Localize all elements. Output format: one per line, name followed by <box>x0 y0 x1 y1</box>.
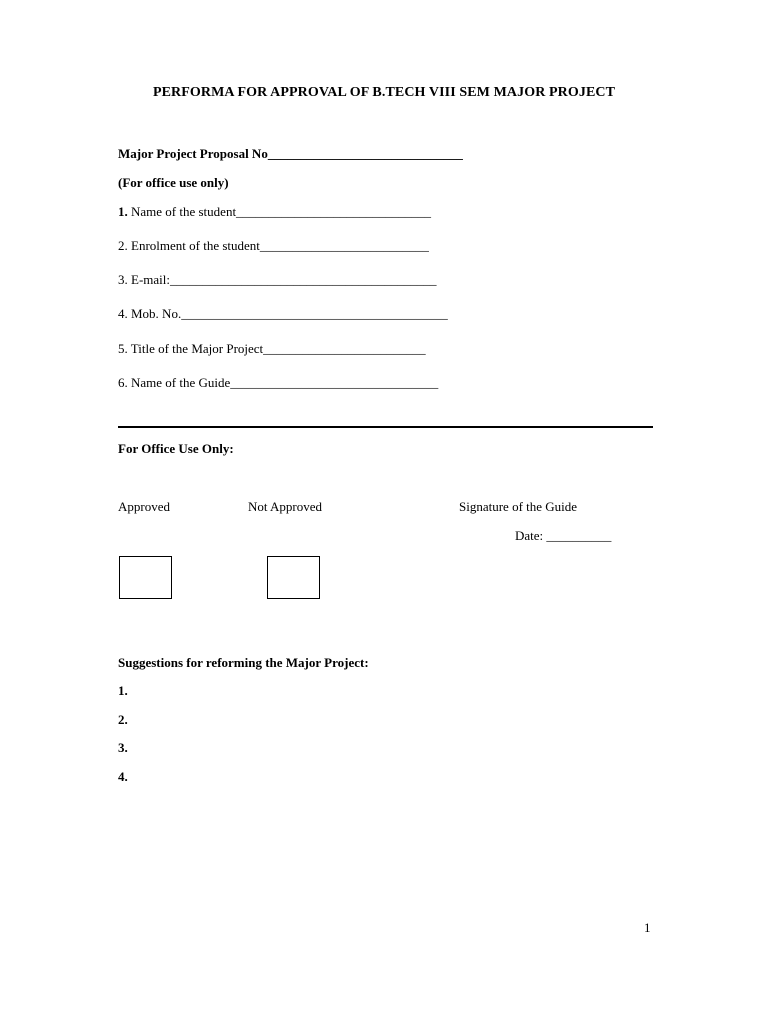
office-section-heading: For Office Use Only: <box>118 441 234 456</box>
approved-label: Approved <box>118 499 170 514</box>
field-project-title: 5. Title of the Major Project_________________________ <box>118 341 426 356</box>
date-field: Date: __________ <box>515 528 612 543</box>
field-label: Name of the student______________________________ <box>127 204 432 219</box>
guide-signature-label: Signature of the Guide <box>459 499 578 514</box>
field-student-name <box>118 204 431 220</box>
office-use-note: (For office use only) <box>118 175 229 190</box>
document-title: PERFORMA FOR APPROVAL OF B.TECH VIII SEM MAJOR PROJECT <box>152 85 616 100</box>
suggestion-item: 1. <box>118 683 128 698</box>
approved-checkbox[interactable] <box>119 556 172 599</box>
proposal-number-field: Major Project Proposal No______________________________ <box>118 146 463 161</box>
suggestion-item: 4. <box>118 769 128 784</box>
page-number: 1 <box>644 920 651 935</box>
section-divider <box>118 426 653 428</box>
field-guide-name: 6. Name of the Guide________________________________ <box>118 375 439 390</box>
suggestion-item: 3. <box>118 740 128 755</box>
suggestion-item: 2. <box>118 712 128 727</box>
field-email: 3. E-mail:_________________________________________ <box>118 272 437 287</box>
not-approved-label: Not Approved <box>248 499 323 514</box>
field-enrolment: 2. Enrolment of the student__________________________ <box>118 238 429 253</box>
field-mobile: 4. Mob. No._________________________________________ <box>118 306 448 321</box>
suggestions-heading: Suggestions for reforming the Major Project: <box>118 655 369 670</box>
field-number: 1. <box>118 204 128 219</box>
not-approved-checkbox[interactable] <box>267 556 320 599</box>
